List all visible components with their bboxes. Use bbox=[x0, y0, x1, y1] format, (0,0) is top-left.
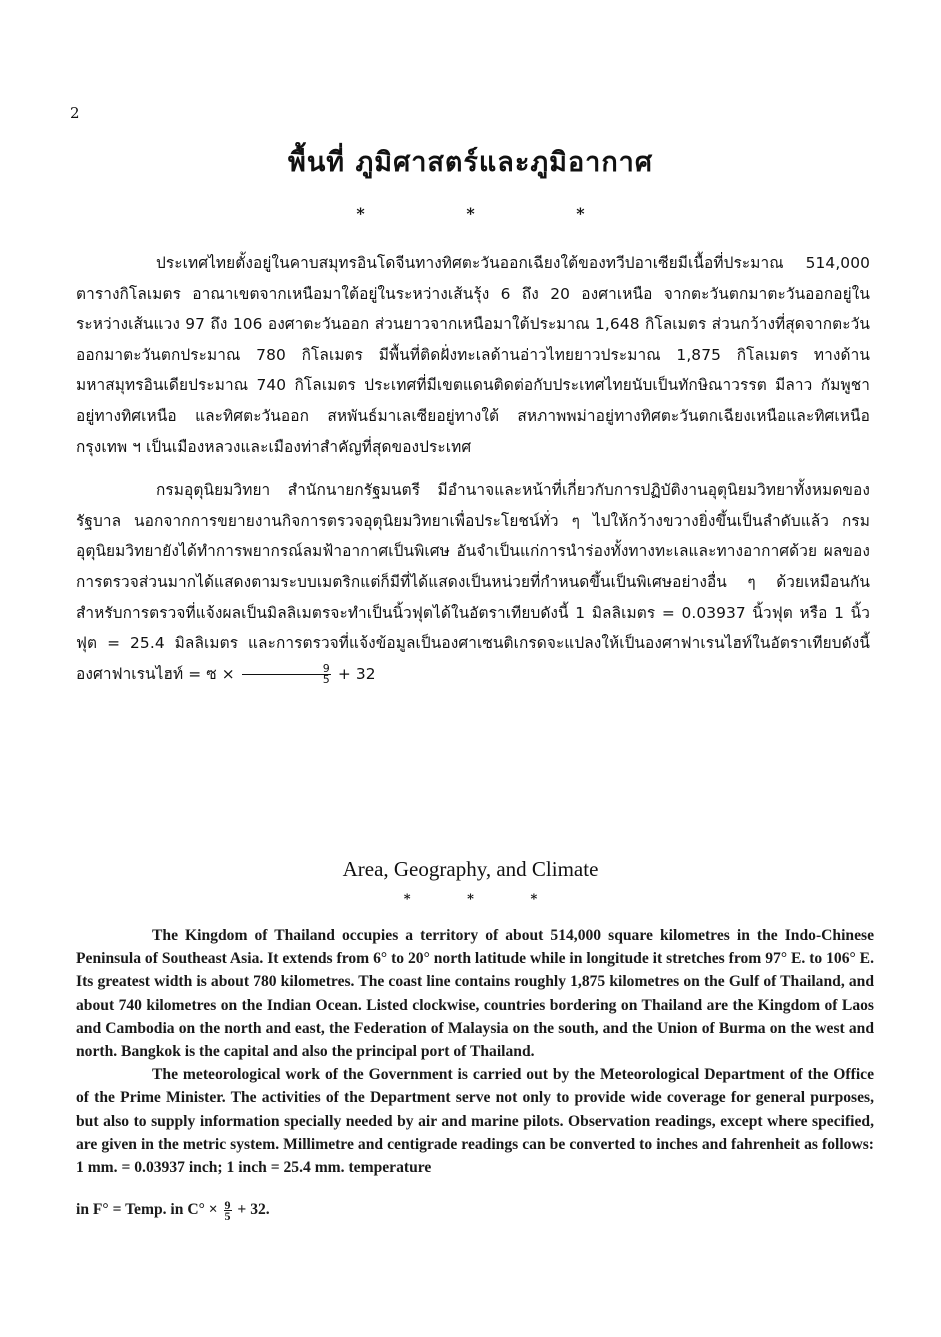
divider-star: * bbox=[467, 892, 474, 907]
fraction-denominator: 5 bbox=[224, 1209, 231, 1223]
fraction bbox=[242, 661, 331, 686]
divider-star: * bbox=[356, 204, 365, 223]
temperature-formula bbox=[76, 1200, 270, 1221]
thai-paragraph-2 bbox=[76, 475, 870, 689]
divider-star: * bbox=[530, 892, 538, 907]
thai-section-divider bbox=[0, 204, 941, 223]
thai-paragraph-2-end: + 32 bbox=[337, 664, 376, 683]
formula-end: + 32. bbox=[237, 1201, 270, 1219]
fraction-numerator: 9 bbox=[224, 1198, 231, 1212]
formula-start: in F° = Temp. in C° × bbox=[76, 1201, 218, 1219]
fraction bbox=[224, 1200, 232, 1221]
thai-paragraph-2-text: กรมอุตุนิยมวิทยา สำนักนายกรัฐมนตรี มีอำนาจและหน้าที่เกี่ยวกับการปฏิบัติงานอุตุนิยมวิทยาทั้งหมดของรัฐบาล นอกจากการขยายงานกิจการตรวจอุตุนิยมวิทยาเพื่อประโยชน์ทั่ว ๆ ไปให้กว้างขวางยิ่งขึ้นเป็นลำดับแล้ว กรมอุตุนิยมวิทยายังได้ทำการพยากรณ์ลมฟ้าอากาศเป็นพิเศษ อันจำเป็นแก่การนำร่องทั้งทางทะเลและทางอากาศด้วย ผลของการตรวจส่วนมากได้แสดงตามระบบเมตริกแต่ก็มีที่ได้แสดงเป็นหน่วยที่กำหนดขึ้นเป็นพิเศษอย่างอื่น ๆ ด้วยเหมือนกัน สำหรับการตรวจที่แจ้งผลเป็นมิลลิเมตรจะทำเป็นนิ้วฟุตได้ในอัตราเทียบดังนี้ 1 มิลลิเมตร = 0.03937 นิ้วฟุต หรือ 1 นิ้วฟุต = 25.4 มิลลิเมตร และการตรวจที่แจ้งข้อมูลเป็นองศาเซนติเกรดจะแปลงให้เป็นองศาฟาเรนไฮท์ในอัตราเทียบดังนี้ องศาฟาเรนไฮท์ = ซ × bbox=[76, 481, 870, 683]
english-section-divider bbox=[0, 892, 941, 907]
divider-star: * bbox=[576, 204, 585, 223]
fraction-numerator: 9 bbox=[242, 664, 331, 675]
english-paragraph-2: The meteorological work of the Government is carried out by the Meteorological Department of the Office of the Prime Minister. The activities of the Department serve not only to provide wide coverage for general purposes, but also to supply information specially needed by air and marine pilots. Observation readings, except where specified, are given in the metric system. Millimetre and centigrade readings can be converted to inches and fahrenheit as follows: 1 mm. = 0.03937 inch; 1 inch = 25.4 mm. temperature bbox=[76, 1066, 874, 1177]
thai-paragraph-1: ประเทศไทยตั้งอยู่ในคาบสมุทรอินโดจีนทางทิศตะวันออกเฉียงใต้ของทวีปอาเซียมีเนื้อที่ประมาณ 514,000 ตารางกิโลเมตร อาณาเขตจากเหนือมาใต้อยู่ในระหว่างเส้นรุ้ง 6 ถึง 20 องศาเหนือ จากตะวันตกมาตะวันออกอยู่ในระหว่างเส้นแวง 97 ถึง 106 องศาตะวันออก ส่วนยาวจากเหนือมาใต้ประมาณ 1,648 กิโลเมตร ส่วนกว้างที่สุดจากตะวันออกมาตะวันตกประมาณ 780 กิโลเมตร มีพื้นที่ติดฝั่งทะเลด้านอ่าวไทยยาวประมาณ 1,875 กิโลเมตร ทางด้านมหาสมุทรอินเดียประมาณ 740 กิโลเมตร ประเทศที่มีเขตแดนติดต่อกับประเทศไทยนับเป็นทักษิณาวรรต มีลาว กัมพูชา อยู่ทางทิศเหนือ และทิศตะวันออก สหพันธ์มาเลเซียอยู่ทางใต้ สหภาพพม่าอยู่ทางทิศตะวันตกเฉียงเหนือและทิศเหนือ กรุงเทพ ฯ เป็นเมืองหลวงและเมืองท่าสำคัญที่สุดของประเทศ bbox=[76, 254, 870, 456]
fraction-denominator: 5 bbox=[322, 672, 330, 686]
divider-star: * bbox=[466, 204, 475, 223]
thai-body bbox=[76, 248, 870, 689]
page-number: 2 bbox=[70, 104, 80, 122]
english-body bbox=[76, 924, 874, 1179]
english-paragraph-1: The Kingdom of Thailand occupies a territory of about 514,000 square kilometres in the Indo-Chinese Peninsula of Southeast Asia. It extends from 6° to 20° north latitude while in longitude it stretches from 97° E. to 106° E. Its greatest width is about 780 kilometres. The coast line contains roughly 1,875 kilometres on the Gulf of Thailand, and about 740 kilometres on the Indian Ocean. Listed clockwise, countries bordering on Thailand are the Kingdom of Laos and Cambodia on the north and east, the Federation of Malaysia on the south, and the Union of Burma on the west and north. Bangkok is the capital and also the principal port of Thailand. bbox=[76, 927, 874, 1061]
english-title: Area, Geography, and Climate bbox=[342, 857, 599, 881]
divider-star: * bbox=[403, 892, 411, 907]
thai-title: พื้นที่ ภูมิศาสตร์และภูมิอากาศ bbox=[288, 147, 653, 178]
